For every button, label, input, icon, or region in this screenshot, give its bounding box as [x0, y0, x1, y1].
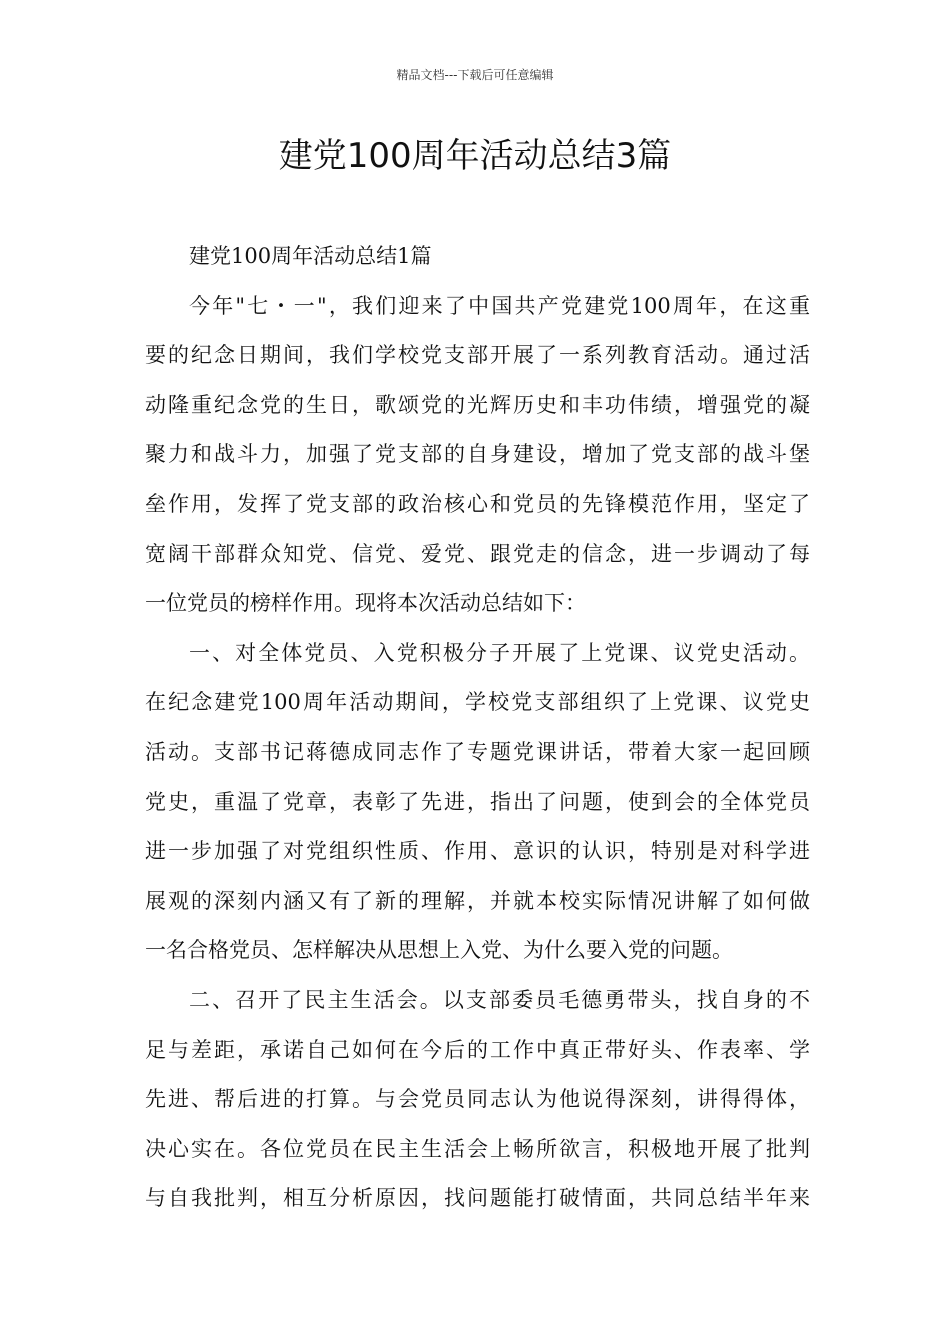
header-note: 精品文档---下载后可任意编辑	[396, 68, 554, 82]
text-line: 在纪念建党100周年活动期间，学校党支部组织了上党课、议党史	[145, 690, 810, 715]
text-line: 足与差距，承诺自己如何在今后的工作中真正带好头、作表率、学	[145, 1037, 810, 1062]
text-line: 进一步加强了对党组织性质、作用、意识的认识，特别是对科学进	[145, 839, 810, 864]
text-line: 垒作用，发挥了党支部的政治核心和党员的先锋模范作用，坚定了	[145, 491, 810, 516]
text-line: 今年"七・一"，我们迎来了中国共产党建党100周年，在这重	[189, 293, 810, 318]
text-line: 先进、帮后进的打算。与会党员同志认为他说得深刻，讲得得体，	[145, 1087, 810, 1112]
text-line: 与自我批判，相互分析原因，找问题能打破情面，共同总结半年来	[145, 1186, 810, 1211]
text-line: 展观的深刻内涵又有了新的理解，并就本校实际情况讲解了如何做	[145, 888, 810, 913]
text-line: 二、召开了民主生活会。以支部委员毛德勇带头，找自身的不	[189, 987, 810, 1012]
text-line: 活动。支部书记蒋德成同志作了专题党课讲话，带着大家一起回顾	[145, 739, 810, 764]
text-line: 聚力和战斗力，加强了党支部的自身建设，增加了党支部的战斗堡	[145, 442, 810, 467]
text-line: 一名合格党员、怎样解决从思想上入党、为什么要入党的问题。	[145, 938, 733, 963]
document-body	[145, 232, 810, 1224]
text-line: 党史，重温了党章，表彰了先进，指出了问题，使到会的全体党员	[145, 789, 810, 814]
text-line: 宽阔干部群众知党、信党、爱党、跟党走的信念，进一步调动了每	[145, 541, 810, 566]
text-line: 一、对全体党员、入党积极分子开展了上党课、议党史活动。	[189, 640, 810, 665]
text-line: 建党100周年活动总结1篇	[189, 244, 432, 268]
text-line: 要的纪念日期间，我们学校党支部开展了一系列教育活动。通过活	[145, 343, 810, 368]
text-line: 决心实在。各位党员在民主生活会上畅所欲言，积极地开展了批判	[145, 1136, 810, 1161]
text-line: 动隆重纪念党的生日，歌颂党的光辉历史和丰功伟绩，增强党的凝	[145, 392, 810, 417]
document-title: 建党100周年活动总结3篇	[278, 136, 672, 176]
text-line: 一位党员的榜样作用。现将本次活动总结如下：	[145, 591, 586, 616]
